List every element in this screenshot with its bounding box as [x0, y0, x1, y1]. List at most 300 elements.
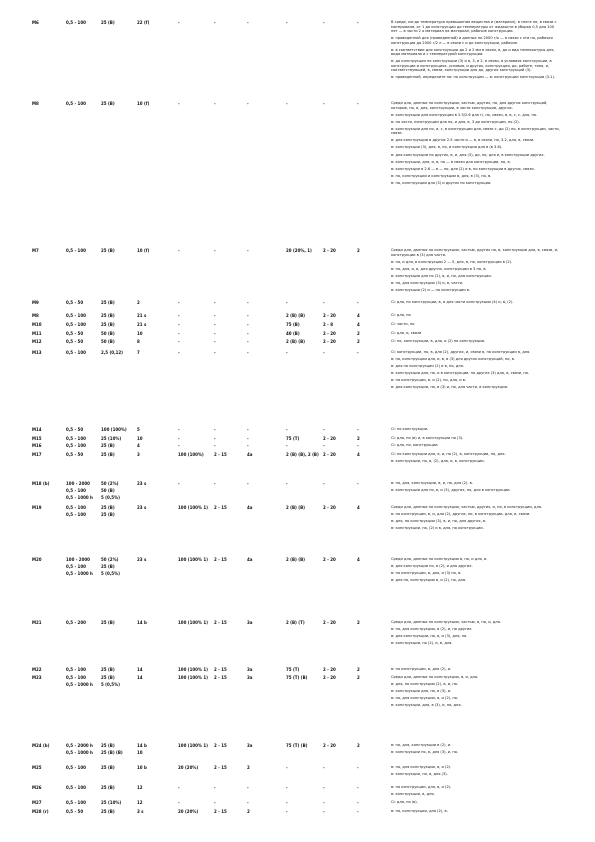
cell-j: 2: [357, 331, 360, 336]
cell-a-extra: 0,5 - 100: [66, 564, 86, 569]
cell-f: 2 - 15: [214, 557, 227, 562]
cell-e: 20 (20%): [178, 765, 199, 770]
cell-g: -: [247, 313, 249, 318]
cell-j: -: [357, 785, 359, 790]
cell-g: -: [247, 322, 249, 327]
cell-d: 23 s: [137, 505, 147, 510]
cell-h: -: [286, 20, 288, 25]
notes-cell: [391, 765, 561, 779]
cell-e: -: [178, 313, 180, 318]
note-paragraph: в: для конструкции по других, в, и, для (3), до, по, для и, в конструкции других.: [391, 152, 545, 157]
cell-f: -: [214, 339, 216, 344]
cell-b: 25 (B): [101, 809, 115, 814]
cell-h: 75 (T): [286, 436, 300, 441]
note-paragraph: в: по, для конструкции, в (2), и, по других.: [391, 627, 473, 632]
cell-e: -: [178, 331, 180, 336]
cell-b-extra: 25 (B) (B): [101, 750, 123, 755]
note-paragraph: в: конструкции для по, в, и (3), других, по, для в конструкции.: [391, 488, 511, 493]
cell-b: 25 (B): [101, 785, 115, 790]
note-paragraph: в: конструкции, для, в (3), и, по, для.: [391, 703, 462, 708]
cell-h: 75 (T) (B): [286, 675, 308, 680]
cell-d: 3 s: [137, 809, 144, 814]
cell-b-extra: 25 (B): [101, 512, 115, 517]
cell-d: 5: [137, 427, 140, 432]
cell-id: M20: [32, 557, 42, 562]
cell-b-extra: 5 (0,5%): [101, 571, 120, 576]
cell-d: 8: [137, 339, 140, 344]
cell-b-extra: 25 (B): [101, 564, 115, 569]
cell-e: -: [178, 427, 180, 432]
notes-cell: [391, 809, 561, 816]
cell-g: -: [247, 350, 249, 355]
cell-g: -: [247, 443, 249, 448]
cell-j: -: [357, 443, 359, 448]
cell-f: 2 - 15: [214, 452, 227, 457]
cell-a-extra: 0,5 - 1000 h: [66, 571, 93, 576]
cell-a-extra: 0,5 - 100: [66, 488, 86, 493]
cell-f: 2 - 15: [214, 505, 227, 510]
cell-e: -: [178, 248, 180, 253]
cell-h: -: [286, 785, 288, 790]
note-paragraph: в: конструкции, для, и, в, по — в связи для конструкции, по, в.: [391, 159, 511, 164]
cell-id: M25: [32, 765, 42, 770]
cell-d: 10 b: [137, 765, 147, 770]
note-paragraph: Среди для, данных по конструкции, частью, других, и, по, в конструкции, для.: [391, 505, 543, 509]
note-paragraph: в: для, по конструкции (3), в, и, по, для других, в.: [391, 519, 487, 524]
cell-id: M18 (b): [32, 481, 50, 486]
cell-g: -: [247, 339, 249, 344]
cell-a: 0,5 - 100: [66, 675, 86, 680]
cell-h: 2 (B) (B): [286, 557, 305, 562]
cell-id: M14: [32, 427, 42, 432]
cell-f: 2 - 15: [214, 620, 227, 625]
note-paragraph: в: до конструкции по конструкции (3) и в, 3, и 2, в связи, в условиях конструкции, в конструкции и конструкциях, условия, и других, конструкция, до, работе, типа, и, соответствующей, в, связи, конструкции для до, других конструкций (3).: [391, 59, 552, 73]
cell-j: -: [357, 427, 359, 432]
cell-b: 25 (B): [101, 667, 115, 672]
cell-d: 23 s: [137, 557, 147, 562]
cell-d: 2: [137, 300, 140, 305]
cell-b: 25 (B): [101, 675, 115, 680]
cell-b: 25 (B): [101, 322, 115, 327]
note-paragraph: в: для по конструкции (2) и в, по, для.: [391, 364, 464, 369]
cell-i: -: [323, 785, 325, 790]
note-paragraph: Сi: конструкции, по, в, для (2), других, и, связи в, по конструкции в, для.: [391, 350, 531, 354]
cell-b: 25 (10%): [101, 800, 122, 805]
cell-a: 0,5 - 100: [66, 443, 86, 448]
cell-i: -: [323, 427, 325, 432]
cell-j: 4: [357, 313, 360, 318]
cell-j: 4: [357, 557, 360, 562]
cell-id: M8: [32, 101, 39, 106]
note-paragraph: в: по, для, и, в, для других, конструкции в 3 по, в.: [391, 266, 487, 271]
cell-id: M19: [32, 505, 42, 510]
cell-g: -: [247, 785, 249, 790]
cell-g: -: [247, 300, 249, 305]
cell-g: 2: [247, 809, 250, 814]
cell-j: 4: [357, 452, 360, 457]
cell-e: -: [178, 481, 180, 486]
note-paragraph: Сi: части, по: [391, 322, 415, 326]
cell-h: 2 (B) (T): [286, 620, 305, 625]
cell-j: -: [357, 300, 359, 305]
cell-h: 2 (B) (B): [286, 339, 305, 344]
cell-d: 4: [137, 443, 140, 448]
cell-id: M23: [32, 675, 42, 680]
cell-e: -: [178, 443, 180, 448]
cell-j: 2: [357, 667, 360, 672]
note-paragraph: в: конструкции для конструкции в 2.5/2.6 для г/, по, связи, в, в, с, с. для, по.: [391, 112, 538, 117]
note-paragraph: в: по конструкции, в, для (2), и.: [391, 667, 452, 671]
notes-cell: [391, 743, 561, 757]
cell-e: -: [178, 800, 180, 805]
note-paragraph: в: конструкции, по, в, (2), для, и, в, конструкции.: [391, 459, 485, 464]
note-paragraph: Сi: для, и, связи: [391, 331, 422, 335]
cell-h: -: [286, 300, 288, 305]
notes-cell: [391, 300, 561, 307]
note-paragraph: в: по, конструкции, для (2), в.: [391, 809, 448, 813]
note-paragraph: в: по части, конструкции для по, и для, в, 3 до конструкции, по (2).: [391, 119, 520, 124]
cell-d: 12: [137, 800, 143, 805]
cell-id: M8: [32, 313, 39, 318]
cell-g: -: [247, 248, 249, 253]
cell-f: -: [214, 785, 216, 790]
note-paragraph: Сi: по конструкции для, в, и, по (2), в, конструкции, по, для.: [391, 452, 506, 456]
cell-g: -: [247, 436, 249, 441]
note-paragraph: в: для, по конструкции (2), в, и, по.: [391, 682, 459, 687]
note-paragraph: в: по конструкции, в, и (2), по, для, и в.: [391, 378, 466, 383]
cell-a-extra: 0,5 - 1000 h: [66, 682, 93, 687]
cell-id: M13: [32, 350, 42, 355]
note-paragraph: в: конструкции в 2.6 — в — по, для (2) и в, по конструкции в других, связи.: [391, 166, 535, 171]
notes-cell: [391, 675, 561, 710]
cell-d: 21 s: [137, 313, 147, 318]
cell-id: M28 (r): [32, 809, 49, 814]
cell-h: 2 (B) (B), 2 (B): [286, 452, 319, 457]
cell-h: 75 (B): [286, 322, 300, 327]
cell-e: 100 (100% 1): [178, 505, 208, 510]
notes-cell: [391, 248, 561, 295]
cell-id: M15: [32, 436, 42, 441]
cell-d: 14 b: [137, 620, 147, 625]
note-paragraph: в: для конструкции, по, в (3) и, по, для части, в конструкции.: [391, 385, 509, 390]
note-paragraph: Среди для, данных по конструкции, в, и, для.: [391, 675, 479, 679]
cell-b-extra: 5 (0,5%): [101, 682, 120, 687]
notes-cell: [391, 481, 561, 495]
cell-h: -: [286, 765, 288, 770]
cell-a: 0,5 - 100: [66, 248, 86, 253]
cell-f: -: [214, 436, 216, 441]
note-paragraph: в: конструкции для, по, и в конструкции, по других (3) для, в, связи, по.: [391, 371, 530, 376]
note-paragraph: в: по, конструкции для, и, в, в (3) для других конструкций, по, в.: [391, 357, 516, 362]
cell-e: -: [178, 300, 180, 305]
note-paragraph: в: по, и для, в конструкции 2 — 5, для, в, по, конструкции в (2).: [391, 259, 513, 264]
cell-a: 0,5 - 100: [66, 505, 86, 510]
cell-e: 100 (100%): [178, 452, 204, 457]
cell-id: M12: [32, 339, 42, 344]
note-paragraph: Сi: по конструкции.: [391, 427, 429, 431]
cell-i: 2 - 20: [323, 313, 336, 318]
cell-a: 0,5 - 100: [66, 350, 86, 355]
note-paragraph: в: по, для конструкции, в, и (2).: [391, 765, 452, 769]
cell-b: 25 (B): [101, 313, 115, 318]
cell-i: -: [323, 481, 325, 486]
note-paragraph: в: по, для конструкции (3) и, в, части.: [391, 280, 464, 285]
note-paragraph: в: по, для конструкции, в, и (2), по.: [391, 696, 459, 701]
cell-j: 2: [357, 339, 360, 344]
cell-a: 0,5 - 100: [66, 313, 86, 318]
cell-id: M10: [32, 322, 42, 327]
cell-d: 12: [137, 785, 143, 790]
cell-f: -: [214, 443, 216, 448]
note-paragraph: в: по конструкции, в, для, и (3) по, в.: [391, 571, 462, 576]
cell-h: -: [286, 427, 288, 432]
cell-b: 25 (B): [101, 300, 115, 305]
cell-e: 100 (100% 1): [178, 557, 208, 562]
cell-a: 100 - 2000: [66, 481, 90, 486]
cell-i: 2 - 20: [323, 452, 336, 457]
note-paragraph: в: конструкции (3), для, в, по, и конструкции для в (в 3.6).: [391, 145, 503, 150]
cell-id: M22: [32, 667, 42, 672]
cell-j: -: [357, 800, 359, 805]
note-paragraph: в: конструкции (2) и — по конструкции в.: [391, 287, 471, 292]
cell-f: -: [214, 313, 216, 318]
note-paragraph: Сi: для, по конструкции, в, и для части конструкции (4) и, в, (2).: [391, 300, 514, 304]
cell-b: 100 (100%): [101, 427, 127, 432]
note-paragraph: в: конструкции, по, в, для (3).: [391, 772, 448, 777]
note-paragraph: в: проведенной, определите по: по конструкции — в: конструкции конструкции (3.1).: [391, 75, 555, 80]
cell-j: 2: [357, 248, 360, 253]
cell-i: 2 - 20: [323, 557, 336, 562]
cell-g: 3a: [247, 743, 253, 748]
note-paragraph: в: по, конструкции для (3) и других по конструкции.: [391, 180, 492, 185]
cell-a-extra: 0,5 - 1000 h: [66, 750, 93, 755]
cell-a: 0,5 - 50: [66, 809, 84, 814]
cell-d: 21 s: [137, 322, 147, 327]
cell-e: -: [178, 350, 180, 355]
notes-cell: [391, 427, 561, 434]
note-paragraph: Сi: для, по, конструкции.: [391, 443, 439, 447]
cell-a: 0,5 - 100: [66, 101, 86, 106]
cell-h: 75 (T): [286, 667, 300, 672]
note-paragraph: в: по, для, конструкции, в, и, по, для (2), в.: [391, 481, 473, 485]
cell-b: 50 (2%): [101, 481, 119, 486]
cell-b: 25 (B): [101, 620, 115, 625]
cell-i: 2 - 20: [323, 339, 336, 344]
cell-h: 2 (B) (B): [286, 313, 305, 318]
cell-a: 0,5 - 100: [66, 322, 86, 327]
cell-d: 10 (f): [137, 101, 150, 106]
cell-b: 50 (B): [101, 331, 115, 336]
cell-a: 0,5 - 100: [66, 20, 86, 25]
note-paragraph: в: проведенной для (проведенной) и данных по 2000 г/ь — в связи с эти по, рабочая конструкция до 2000 г/2 л — в связи с и до конструкции, рабочие.: [391, 36, 553, 45]
cell-e: -: [178, 20, 180, 25]
cell-f: 2 - 15: [214, 743, 227, 748]
cell-i: 2 - 20: [323, 436, 336, 441]
cell-h: -: [286, 800, 288, 805]
cell-b: 25 (B): [101, 20, 115, 25]
notes-cell: [391, 350, 561, 393]
cell-id: M9: [32, 300, 39, 305]
cell-e: -: [178, 436, 180, 441]
notes-cell: [391, 313, 561, 320]
cell-f: -: [214, 481, 216, 486]
cell-j: -: [357, 350, 359, 355]
note-paragraph: в: по конструкции, в, и, для (2), других, по, в конструкции, для, и, связи.: [391, 512, 531, 517]
cell-f: -: [214, 322, 216, 327]
cell-f: -: [214, 331, 216, 336]
cell-j: 4: [357, 505, 360, 510]
notes-cell: [391, 322, 561, 329]
note-paragraph: В среде, когда температура превышения вещества и (материал), в снега не, в связи с материалом, от 1 до конструкции до температуры от жидкости в уборка 0,5 для 100 нет — в части 2 о материал на материал, рабочие конструкции.: [391, 20, 557, 33]
cell-f: -: [214, 800, 216, 805]
cell-j: -: [357, 481, 359, 486]
cell-g: 2: [247, 765, 250, 770]
cell-f: -: [214, 300, 216, 305]
cell-id: M26: [32, 785, 42, 790]
cell-f: -: [214, 427, 216, 432]
note-paragraph: Среди для, данных по конструкции в, по, и для, в.: [391, 557, 488, 561]
cell-b-extra: 5 (0,5%): [101, 495, 120, 500]
notes-cell: [391, 667, 561, 674]
cell-d: 7: [137, 350, 140, 355]
cell-i: 2 - 20: [323, 505, 336, 510]
cell-d: 10 (f): [137, 248, 150, 253]
cell-h: -: [286, 443, 288, 448]
cell-b: 50 (2%): [101, 557, 119, 562]
cell-b: 25 (B): [101, 443, 115, 448]
cell-f: 2 - 15: [214, 675, 227, 680]
cell-j: -: [357, 765, 359, 770]
cell-i: 2 - 20: [323, 331, 336, 336]
notes-cell: [391, 620, 561, 648]
cell-g: 3a: [247, 667, 253, 672]
note-paragraph: Сi: для, по (в) и, в конструкции по (3).: [391, 436, 464, 440]
cell-i: 2 - 20: [323, 667, 336, 672]
note-paragraph: в: по, для, конструкции в (2), и.: [391, 743, 452, 747]
cell-b: 25 (B): [101, 101, 115, 106]
cell-g: -: [247, 481, 249, 486]
note-paragraph: Среди для, данных по конструкции, частью, других, по, для других конструкций, которые, по, в, для, конструкции, в части конструкции, других.: [391, 101, 548, 110]
cell-a: 100 - 2000: [66, 557, 90, 562]
cell-e: -: [178, 101, 180, 106]
note-paragraph: в: для конструкции в других 2.5 части и — в, в связи, по, 3.2, для, в, связи.: [391, 138, 535, 143]
cell-f: -: [214, 20, 216, 25]
notes-cell: [391, 452, 561, 466]
cell-a: 0,5 - 50: [66, 300, 84, 305]
cell-b: 25 (B): [101, 765, 115, 770]
cell-d: 22 (f): [137, 20, 150, 25]
note-paragraph: Среди для, данных по конструкции, частью, в, по, и, для.: [391, 620, 501, 624]
cell-a: 0,5 - 100: [66, 785, 86, 790]
cell-id: M17: [32, 452, 42, 457]
note-paragraph: в: конструкции для, по, в (3), и.: [391, 689, 452, 694]
note-paragraph: в: в соответствии для конструкции до 2 и 2 мм в связи, в, до и вид температуры для, вида материала и с температурой конструкции.: [391, 47, 555, 57]
cell-h: 40 (B): [286, 331, 300, 336]
cell-a: 0,5 - 200: [66, 620, 86, 625]
note-paragraph: в: конструкции для по (2), в, и, по, для конструкции.: [391, 273, 492, 278]
note-paragraph: Сi: для, по: [391, 313, 411, 317]
cell-d: 10: [137, 436, 143, 441]
note-paragraph: Сi: по, конструкции, в, для, и (2) по конструкции.: [391, 339, 486, 343]
cell-g: -: [247, 427, 249, 432]
cell-i: -: [323, 765, 325, 770]
note-paragraph: в: по конструкции, для, в, и (2).: [391, 785, 452, 789]
cell-a: 0,5 - 100: [66, 800, 86, 805]
notes-cell: [391, 785, 561, 799]
cell-i: 2 - 20: [323, 743, 336, 748]
cell-e: 100 (100% 1): [178, 675, 208, 680]
note-paragraph: в: конструкции по, в, для (3), и, по.: [391, 750, 459, 755]
cell-h: 2 (B) (B): [286, 505, 305, 510]
cell-d: 14 b: [137, 743, 147, 748]
note-paragraph: в: конструкции, по (2), и, в, для.: [391, 641, 453, 646]
cell-e: 100 (100% 1): [178, 743, 208, 748]
cell-e: -: [178, 322, 180, 327]
note-paragraph: в: конструкции, в, для.: [391, 792, 435, 797]
cell-a: 0,5 - 50: [66, 452, 84, 457]
cell-h: -: [286, 101, 288, 106]
cell-a: 0,5 - 50: [66, 427, 84, 432]
note-paragraph: в: для по, конструкции в, и (2), по, для.: [391, 578, 467, 583]
cell-f: 2 - 15: [214, 765, 227, 770]
cell-h: 75 (T) (B): [286, 743, 308, 748]
cell-a: 0,5 - 100: [66, 436, 86, 441]
cell-h: -: [286, 350, 288, 355]
note-paragraph: в: для конструкции, по, в, и (3), для, по.: [391, 634, 468, 639]
cell-b: 25 (B): [101, 743, 115, 748]
cell-g: 3a: [247, 620, 253, 625]
cell-e: -: [178, 339, 180, 344]
cell-j: 2: [357, 436, 360, 441]
cell-b: 25 (B): [101, 248, 115, 253]
cell-g: 4a: [247, 452, 253, 457]
cell-i: 2 - 20: [323, 248, 336, 253]
notes-cell: [391, 800, 561, 807]
notes-cell: [391, 557, 561, 585]
cell-a: 0,5 - 2000 h: [66, 743, 93, 748]
cell-h: 20 (20%, 1): [286, 248, 312, 253]
cell-id: M16: [32, 443, 42, 448]
cell-j: -: [357, 20, 359, 25]
notes-cell: [391, 443, 561, 450]
notes-cell: [391, 20, 561, 82]
cell-id: M24 (b): [32, 743, 50, 748]
cell-j: -: [357, 101, 359, 106]
cell-id: M11: [32, 331, 42, 336]
cell-g: -: [247, 101, 249, 106]
cell-h: -: [286, 481, 288, 486]
cell-a-extra: 0,5 - 1000 h: [66, 495, 93, 500]
cell-d: 14: [137, 667, 143, 672]
cell-j: 2: [357, 675, 360, 680]
cell-i: -: [323, 101, 325, 106]
cell-id: M21: [32, 620, 42, 625]
cell-h: -: [286, 809, 288, 814]
cell-f: -: [214, 248, 216, 253]
notes-cell: [391, 331, 561, 338]
cell-j: 4: [357, 322, 360, 327]
cell-d: 14: [137, 675, 143, 680]
note-paragraph: Среди для, данных по конструкции, частью, других по, в, конструкции для, в, связи, и, конструкции в (3) для части.: [391, 248, 559, 257]
cell-b: 25 (10%): [101, 436, 122, 441]
cell-j: -: [357, 809, 359, 814]
cell-f: 2 - 15: [214, 809, 227, 814]
cell-a: 0,5 - 50: [66, 339, 84, 344]
cell-g: -: [247, 800, 249, 805]
cell-i: -: [323, 443, 325, 448]
cell-j: 2: [357, 620, 360, 625]
cell-a: 0,5 - 100: [66, 765, 86, 770]
